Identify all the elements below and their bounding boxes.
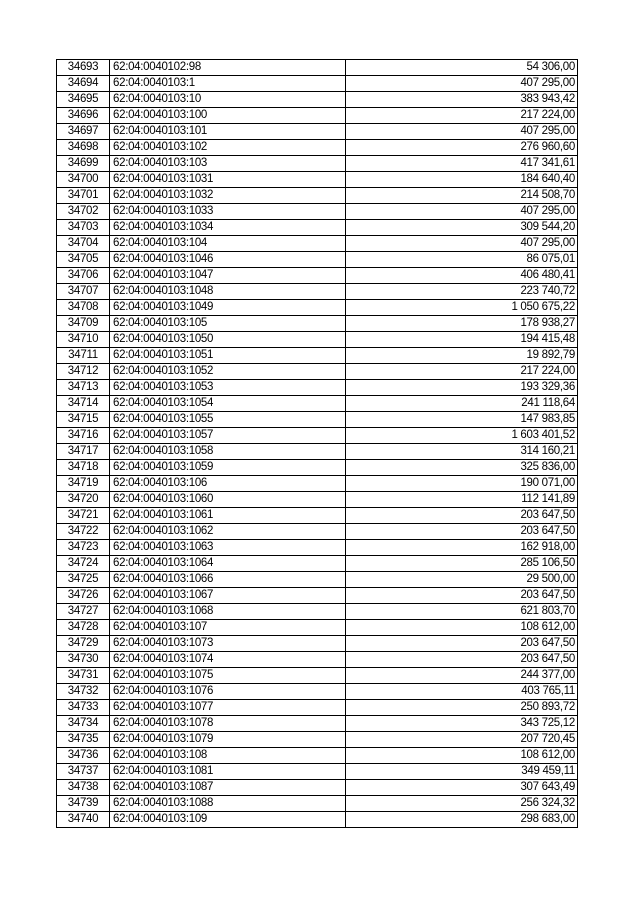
cadastral-number-cell: 62:04:0040103:1081 — [110, 764, 346, 780]
table-row — [57, 508, 578, 524]
row-number-cell: 34718 — [57, 460, 110, 476]
table-row — [57, 748, 578, 764]
value-cell: 256 324,32 — [346, 796, 578, 812]
table-row — [57, 764, 578, 780]
table-row — [57, 220, 578, 236]
table-row — [57, 188, 578, 204]
row-number-cell: 34725 — [57, 572, 110, 588]
table-row — [57, 700, 578, 716]
cadastral-number-cell: 62:04:0040103:106 — [110, 476, 346, 492]
cadastral-number-cell: 62:04:0040103:10 — [110, 92, 346, 108]
value-cell: 54 306,00 — [346, 60, 578, 76]
table-row — [57, 204, 578, 220]
table-row — [57, 572, 578, 588]
row-number-cell: 34713 — [57, 380, 110, 396]
cadastral-number-cell: 62:04:0040103:1061 — [110, 508, 346, 524]
row-number-cell: 34731 — [57, 668, 110, 684]
table-row — [57, 812, 578, 828]
row-number-cell: 34716 — [57, 428, 110, 444]
row-number-cell: 34711 — [57, 348, 110, 364]
value-cell: 214 508,70 — [346, 188, 578, 204]
row-number-cell: 34733 — [57, 700, 110, 716]
table-row — [57, 348, 578, 364]
row-number-cell: 34703 — [57, 220, 110, 236]
cadastral-number-cell: 62:04:0040103:102 — [110, 140, 346, 156]
table-row — [57, 236, 578, 252]
cadastral-number-cell: 62:04:0040103:1034 — [110, 220, 346, 236]
table-row — [57, 652, 578, 668]
row-number-cell: 34712 — [57, 364, 110, 380]
table-row — [57, 108, 578, 124]
table-row — [57, 364, 578, 380]
cadastral-number-cell: 62:04:0040103:101 — [110, 124, 346, 140]
row-number-cell: 34710 — [57, 332, 110, 348]
row-number-cell: 34715 — [57, 412, 110, 428]
cadastral-number-cell: 62:04:0040103:1055 — [110, 412, 346, 428]
cadastral-number-cell: 62:04:0040103:105 — [110, 316, 346, 332]
cadastral-number-cell: 62:04:0040103:1062 — [110, 524, 346, 540]
value-cell: 307 643,49 — [346, 780, 578, 796]
cadastral-number-cell: 62:04:0040103:1048 — [110, 284, 346, 300]
table-row — [57, 268, 578, 284]
cadastral-number-cell: 62:04:0040103:1066 — [110, 572, 346, 588]
table-row — [57, 540, 578, 556]
value-cell: 343 725,12 — [346, 716, 578, 732]
table-row — [57, 476, 578, 492]
value-cell: 223 740,72 — [346, 284, 578, 300]
table-row — [57, 92, 578, 108]
value-cell: 112 141,89 — [346, 492, 578, 508]
row-number-cell: 34714 — [57, 396, 110, 412]
value-cell: 309 544,20 — [346, 220, 578, 236]
value-cell: 407 295,00 — [346, 76, 578, 92]
value-cell: 190 071,00 — [346, 476, 578, 492]
value-cell: 19 892,79 — [346, 348, 578, 364]
cadastral-number-cell: 62:04:0040103:100 — [110, 108, 346, 124]
cadastral-number-cell: 62:04:0040103:1077 — [110, 700, 346, 716]
cadastral-number-cell: 62:04:0040103:1088 — [110, 796, 346, 812]
cadastral-number-cell: 62:04:0040103:1076 — [110, 684, 346, 700]
cadastral-number-cell: 62:04:0040103:1063 — [110, 540, 346, 556]
row-number-cell: 34738 — [57, 780, 110, 796]
table-row — [57, 284, 578, 300]
row-number-cell: 34694 — [57, 76, 110, 92]
value-cell: 207 720,45 — [346, 732, 578, 748]
row-number-cell: 34695 — [57, 92, 110, 108]
table-row — [57, 620, 578, 636]
cadastral-number-cell: 62:04:0040103:1058 — [110, 444, 346, 460]
row-number-cell: 34699 — [57, 156, 110, 172]
row-number-cell: 34708 — [57, 300, 110, 316]
table-row — [57, 60, 578, 76]
row-number-cell: 34707 — [57, 284, 110, 300]
row-number-cell: 34730 — [57, 652, 110, 668]
row-number-cell: 34732 — [57, 684, 110, 700]
row-number-cell: 34720 — [57, 492, 110, 508]
row-number-cell: 34696 — [57, 108, 110, 124]
value-cell: 86 075,01 — [346, 252, 578, 268]
cadastral-number-cell: 62:04:0040103:1053 — [110, 380, 346, 396]
value-cell: 203 647,50 — [346, 652, 578, 668]
value-cell: 403 765,11 — [346, 684, 578, 700]
value-cell: 217 224,00 — [346, 364, 578, 380]
cadastral-number-cell: 62:04:0040103:1078 — [110, 716, 346, 732]
cadastral-number-cell: 62:04:0040103:1073 — [110, 636, 346, 652]
table-row — [57, 412, 578, 428]
row-number-cell: 34728 — [57, 620, 110, 636]
cadastral-number-cell: 62:04:0040103:1033 — [110, 204, 346, 220]
cadastral-number-cell: 62:04:0040103:1060 — [110, 492, 346, 508]
cadastral-number-cell: 62:04:0040103:1054 — [110, 396, 346, 412]
value-cell: 407 295,00 — [346, 124, 578, 140]
cadastral-number-cell: 62:04:0040103:1031 — [110, 172, 346, 188]
cadastral-number-cell: 62:04:0040103:1052 — [110, 364, 346, 380]
value-cell: 349 459,11 — [346, 764, 578, 780]
row-number-cell: 34698 — [57, 140, 110, 156]
row-number-cell: 34737 — [57, 764, 110, 780]
data-table — [56, 59, 578, 828]
cadastral-number-cell: 62:04:0040103:1064 — [110, 556, 346, 572]
row-number-cell: 34735 — [57, 732, 110, 748]
row-number-cell: 34700 — [57, 172, 110, 188]
row-number-cell: 34724 — [57, 556, 110, 572]
row-number-cell: 34706 — [57, 268, 110, 284]
row-number-cell: 34717 — [57, 444, 110, 460]
row-number-cell: 34701 — [57, 188, 110, 204]
value-cell: 406 480,41 — [346, 268, 578, 284]
cadastral-number-cell: 62:04:0040102:98 — [110, 60, 346, 76]
row-number-cell: 34734 — [57, 716, 110, 732]
cadastral-number-cell: 62:04:0040103:1057 — [110, 428, 346, 444]
value-cell: 194 415,48 — [346, 332, 578, 348]
value-cell: 1 603 401,52 — [346, 428, 578, 444]
table-row — [57, 492, 578, 508]
table-row — [57, 556, 578, 572]
table-row — [57, 300, 578, 316]
table-row — [57, 140, 578, 156]
table-row — [57, 732, 578, 748]
cadastral-number-cell: 62:04:0040103:104 — [110, 236, 346, 252]
table-row — [57, 380, 578, 396]
value-cell: 147 983,85 — [346, 412, 578, 428]
table-row — [57, 332, 578, 348]
value-cell: 407 295,00 — [346, 204, 578, 220]
cadastral-number-cell: 62:04:0040103:1050 — [110, 332, 346, 348]
value-cell: 298 683,00 — [346, 812, 578, 828]
value-cell: 244 377,00 — [346, 668, 578, 684]
row-number-cell: 34705 — [57, 252, 110, 268]
cadastral-number-cell: 62:04:0040103:1047 — [110, 268, 346, 284]
cadastral-number-cell: 62:04:0040103:109 — [110, 812, 346, 828]
table-row — [57, 396, 578, 412]
cadastral-number-cell: 62:04:0040103:108 — [110, 748, 346, 764]
value-cell: 383 943,42 — [346, 92, 578, 108]
row-number-cell: 34702 — [57, 204, 110, 220]
value-cell: 1 050 675,22 — [346, 300, 578, 316]
table-row — [57, 796, 578, 812]
row-number-cell: 34721 — [57, 508, 110, 524]
value-cell: 314 160,21 — [346, 444, 578, 460]
value-cell: 276 960,60 — [346, 140, 578, 156]
row-number-cell: 34740 — [57, 812, 110, 828]
table-row — [57, 76, 578, 92]
table-row — [57, 588, 578, 604]
row-number-cell: 34704 — [57, 236, 110, 252]
cadastral-number-cell: 62:04:0040103:1068 — [110, 604, 346, 620]
cadastral-number-cell: 62:04:0040103:1059 — [110, 460, 346, 476]
table-row — [57, 252, 578, 268]
row-number-cell: 34723 — [57, 540, 110, 556]
table-row — [57, 444, 578, 460]
value-cell: 203 647,50 — [346, 508, 578, 524]
cadastral-number-cell: 62:04:0040103:1074 — [110, 652, 346, 668]
cadastral-number-cell: 62:04:0040103:1087 — [110, 780, 346, 796]
value-cell: 325 836,00 — [346, 460, 578, 476]
value-cell: 178 938,27 — [346, 316, 578, 332]
table-row — [57, 668, 578, 684]
table-row — [57, 172, 578, 188]
row-number-cell: 34726 — [57, 588, 110, 604]
value-cell: 250 893,72 — [346, 700, 578, 716]
row-number-cell: 34697 — [57, 124, 110, 140]
cadastral-number-cell: 62:04:0040103:1075 — [110, 668, 346, 684]
row-number-cell: 34727 — [57, 604, 110, 620]
value-cell: 203 647,50 — [346, 524, 578, 540]
table-row — [57, 156, 578, 172]
value-cell: 217 224,00 — [346, 108, 578, 124]
table-row — [57, 780, 578, 796]
row-number-cell: 34693 — [57, 60, 110, 76]
table-row — [57, 684, 578, 700]
value-cell: 417 341,61 — [346, 156, 578, 172]
cadastral-number-cell: 62:04:0040103:107 — [110, 620, 346, 636]
value-cell: 407 295,00 — [346, 236, 578, 252]
value-cell: 162 918,00 — [346, 540, 578, 556]
cadastral-number-cell: 62:04:0040103:103 — [110, 156, 346, 172]
cadastral-number-cell: 62:04:0040103:1079 — [110, 732, 346, 748]
table-row — [57, 636, 578, 652]
cadastral-number-cell: 62:04:0040103:1 — [110, 76, 346, 92]
cadastral-number-cell: 62:04:0040103:1046 — [110, 252, 346, 268]
value-cell: 285 106,50 — [346, 556, 578, 572]
table-row — [57, 124, 578, 140]
row-number-cell: 34709 — [57, 316, 110, 332]
value-cell: 193 329,36 — [346, 380, 578, 396]
cadastral-number-cell: 62:04:0040103:1049 — [110, 300, 346, 316]
row-number-cell: 34722 — [57, 524, 110, 540]
value-cell: 203 647,50 — [346, 636, 578, 652]
cadastral-number-cell: 62:04:0040103:1067 — [110, 588, 346, 604]
value-cell: 108 612,00 — [346, 620, 578, 636]
value-cell: 621 803,70 — [346, 604, 578, 620]
value-cell: 29 500,00 — [346, 572, 578, 588]
table-row — [57, 716, 578, 732]
row-number-cell: 34736 — [57, 748, 110, 764]
table-row — [57, 524, 578, 540]
table-body — [57, 60, 578, 828]
value-cell: 203 647,50 — [346, 588, 578, 604]
cadastral-number-cell: 62:04:0040103:1051 — [110, 348, 346, 364]
table-row — [57, 316, 578, 332]
table-row — [57, 428, 578, 444]
value-cell: 241 118,64 — [346, 396, 578, 412]
row-number-cell: 34719 — [57, 476, 110, 492]
row-number-cell: 34739 — [57, 796, 110, 812]
cadastral-number-cell: 62:04:0040103:1032 — [110, 188, 346, 204]
value-cell: 108 612,00 — [346, 748, 578, 764]
table-row — [57, 604, 578, 620]
table-row — [57, 460, 578, 476]
row-number-cell: 34729 — [57, 636, 110, 652]
value-cell: 184 640,40 — [346, 172, 578, 188]
